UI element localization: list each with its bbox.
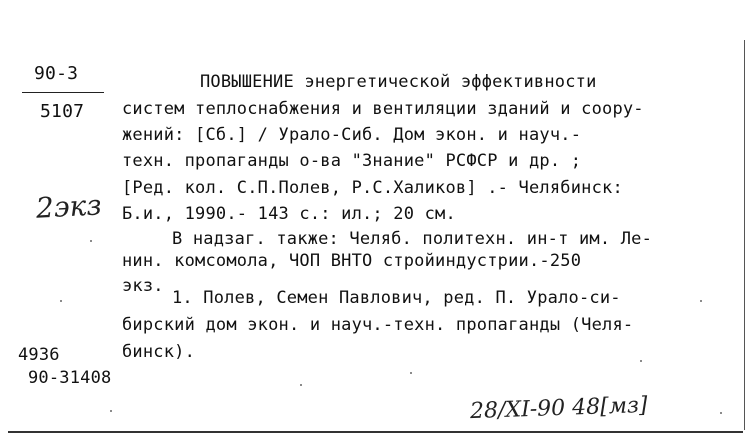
scan-speck (720, 412, 722, 414)
copies-handwritten-note: 2экз (35, 188, 103, 225)
note-line-1: В надзаг. также: Челяб. политехн. ин-т им. Ле- (172, 229, 653, 249)
title-line: ПОВЫШЕНИЕ энергетической эффективности (200, 72, 597, 92)
scan-speck (700, 300, 702, 302)
entry-line-3: бинск). (122, 342, 196, 362)
imprint-line: Б.и., 1990.- 143 с.: ил.; 20 см. (122, 204, 456, 224)
shelf-number: 5107 (40, 101, 85, 122)
description-line-2: систем теплоснабжения и вентиляции зданий и соору- (122, 99, 644, 119)
scan-speck (300, 384, 302, 386)
description-line-4: техн. пропаганды о-ва "Знание" РСФСР и др. ; (122, 151, 582, 171)
bottom-edge-line (8, 431, 743, 433)
scan-speck (640, 360, 642, 362)
inventory-number: 4936 (18, 345, 60, 365)
note-line-2: нин. комсомола, ЧОП ВНТО стройиндустрии.-250 (122, 251, 582, 271)
call-number-top: 90-3 (34, 63, 79, 84)
right-edge-line (744, 40, 745, 430)
handwritten-date-note: 28/XI-90 48[мз] (469, 392, 648, 425)
scan-speck (90, 240, 92, 242)
entry-line-2: бирский дом экон. и науч.-техн. пропаганды (Челя- (122, 315, 634, 335)
scan-speck (60, 300, 62, 302)
note-line-3: экз. (122, 276, 164, 296)
editors-line: [Ред. кол. С.П.Полев, Р.С.Халиков] .- Челябинск: (122, 178, 623, 198)
description-line-3: жений: [Сб.] / Урало-Сиб. Дом экон. и науч.- (122, 125, 582, 145)
scan-speck (110, 410, 112, 412)
call-number-underline (22, 92, 104, 93)
bottom-number: 90-31408 (28, 368, 112, 388)
scan-speck (410, 372, 412, 374)
entry-line-1: 1. Полев, Семен Павлович, ред. П. Урало-си- (172, 288, 621, 308)
